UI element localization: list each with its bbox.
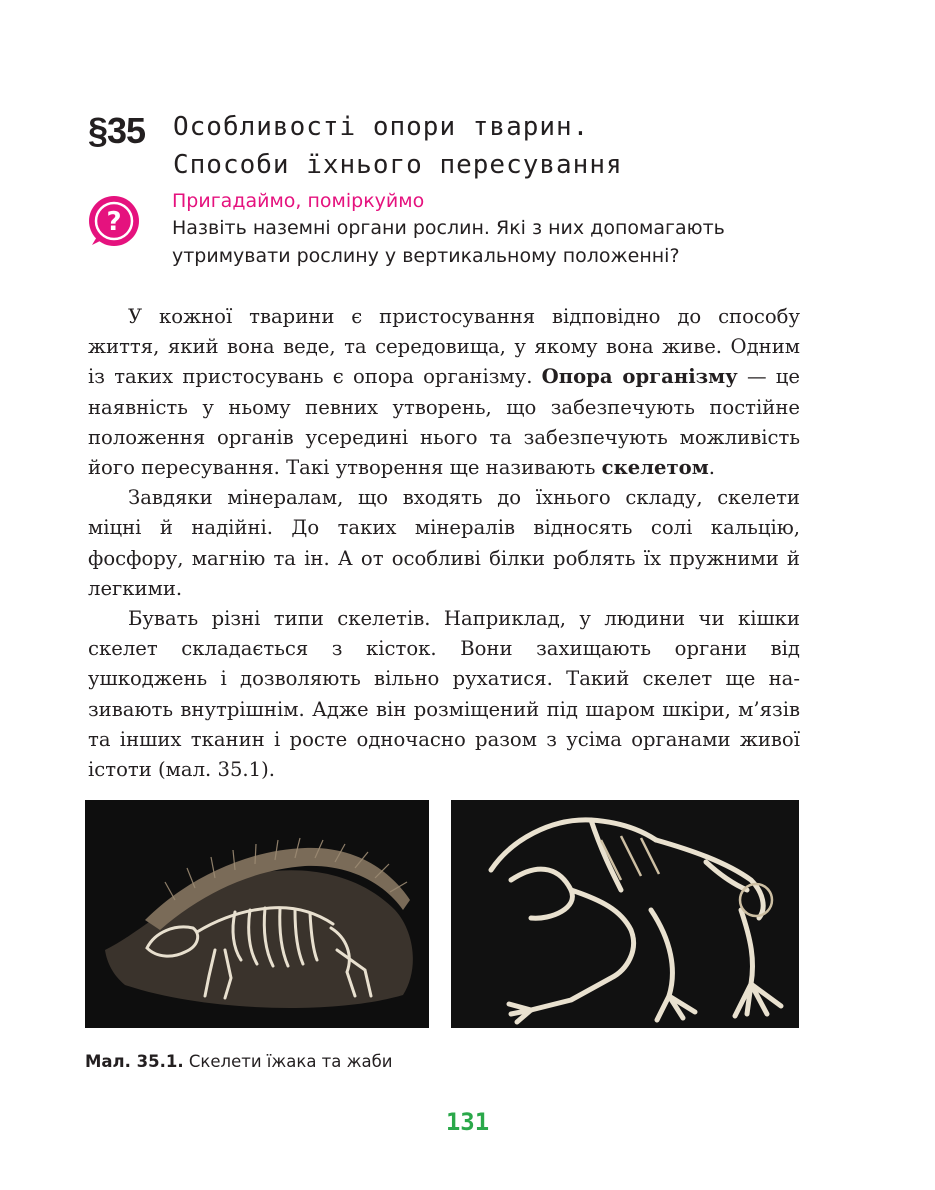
section-title bbox=[173, 108, 813, 184]
term-opora: Опора організму bbox=[541, 365, 738, 389]
caption-text: Скелети їжака та жаби bbox=[183, 1052, 393, 1071]
section-title-line2: Способи їхнього пересування bbox=[173, 150, 623, 180]
prompt-text: Назвіть наземні органи рослин. Які з них допомагають утримувати рослину у вертикальному положенні? bbox=[172, 217, 725, 267]
section-number: §35 bbox=[88, 110, 146, 151]
paragraph-1-text-c: — це наявність у ньому певних утворень, що забезпечують постійне положення органів усередині нього та забезпечують можливість його пересування. Такі утворення ще називають bbox=[88, 365, 800, 480]
paragraph-3: Бувать різні типи скелетів. Наприклад, у людини чи кішки скелет складається з кісток. Вони захищають органи від ушкоджень і дозволяють вільно рухатися. Такий скелет ще називають внутрішнім. Адже він розміщений під шаром шкіри, м’язів та інших тканин і росте одночасно разом з усіма органами живої істоти (мал. 35.1). bbox=[88, 607, 800, 782]
body-text bbox=[88, 302, 800, 785]
paragraph-2: Завдяки мінералам, що входять до їхнього складу, скелети міцні й надійні. До таких мінералів відносять солі кальцію, фосфору, магнію та ін. А от особливі білки роблять їх пружними й легкими. bbox=[88, 486, 800, 600]
paragraph-1 bbox=[88, 302, 800, 483]
svg-text:?: ? bbox=[106, 207, 122, 237]
paragraph-1-text-a: У кожної тварини є пристосування відповідно до способу життя, який вона веде, та середовища, у якому вона живе. Одним із таких пристосувань є опора організму. bbox=[88, 305, 800, 389]
term-skeleton: скелетом bbox=[601, 456, 709, 480]
hedgehog-skeleton-photo bbox=[85, 800, 429, 1028]
paragraph-1-text-e: . bbox=[708, 456, 715, 480]
caption-label: Мал. 35.1. bbox=[85, 1052, 184, 1071]
frog-skeleton-photo bbox=[451, 800, 799, 1028]
prompt-box bbox=[172, 188, 792, 270]
question-icon bbox=[88, 195, 140, 247]
figure-caption bbox=[85, 1052, 393, 1071]
section-title-line1: Особливості опори тварин. bbox=[173, 112, 590, 142]
prompt-title: Пригадаймо, поміркуймо bbox=[172, 190, 425, 212]
page-number: 131 bbox=[445, 1108, 490, 1136]
